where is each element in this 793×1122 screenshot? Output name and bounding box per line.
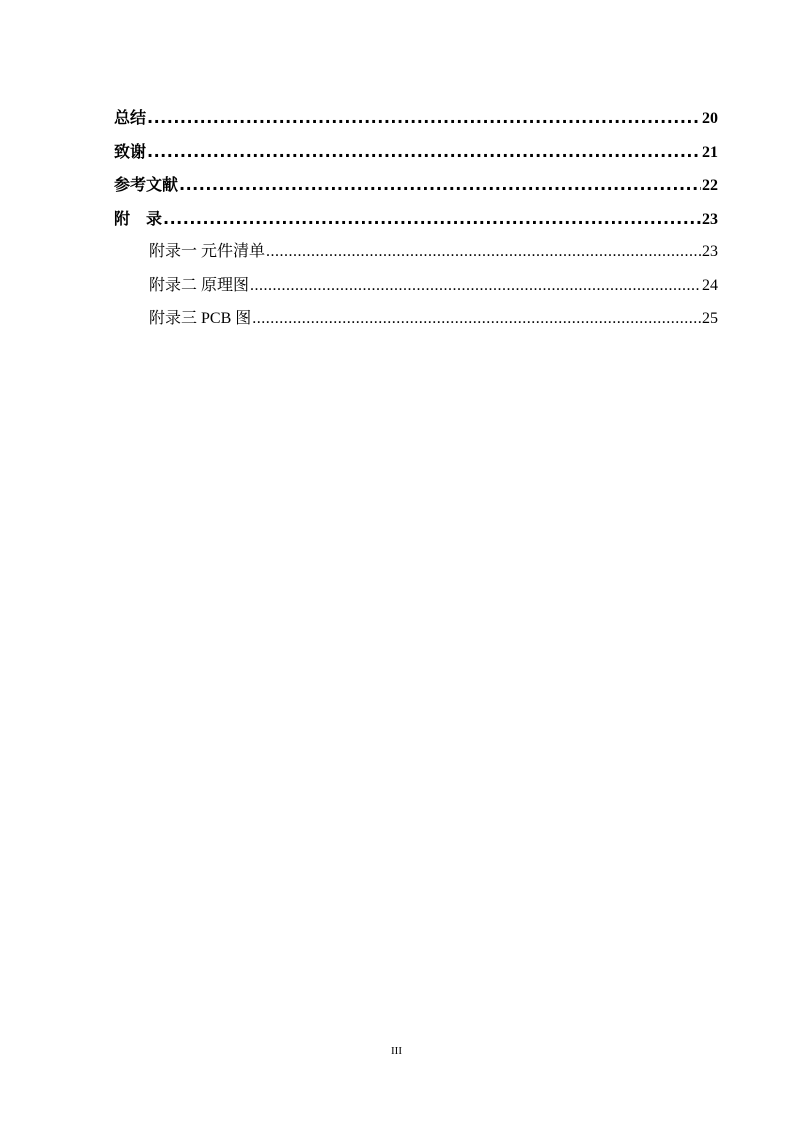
toc-dot-leader (163, 202, 701, 236)
toc-entry-title: 总结 (114, 108, 147, 127)
toc-entry-title: 附 录 (114, 208, 163, 228)
toc-entry-references[interactable] (114, 168, 718, 202)
toc-entry-page: 21 (702, 143, 718, 161)
toc-entry-title: 附录一 元件清单 (149, 243, 266, 260)
page-footer (0, 1045, 793, 1057)
toc-entry-title: 附录二 原理图 (149, 276, 250, 294)
toc-entry-appendix-3[interactable] (114, 302, 718, 336)
toc-entry-summary[interactable] (114, 101, 718, 135)
toc-dot-leader (147, 101, 701, 135)
page-number: III (391, 1045, 402, 1057)
toc-dot-leader (147, 135, 701, 169)
table-of-contents (114, 101, 718, 336)
toc-entry-appendix-2[interactable] (114, 269, 718, 303)
toc-entry-appendix-1[interactable] (114, 235, 718, 269)
toc-entry-title: 参考文献 (114, 175, 179, 194)
toc-entry-page: 22 (702, 177, 718, 194)
toc-entry-appendix[interactable] (114, 202, 718, 236)
toc-dot-leader (179, 168, 701, 202)
toc-entry-page: 25 (702, 310, 718, 327)
toc-entry-page: 23 (702, 243, 718, 260)
toc-entry-page: 24 (702, 276, 718, 294)
toc-dot-leader (252, 302, 701, 336)
toc-entry-title: 附录三 PCB 图 (149, 310, 252, 327)
toc-entry-acknowledgements[interactable] (114, 135, 718, 169)
toc-entry-title: 致谢 (114, 141, 147, 161)
toc-dot-leader (266, 235, 701, 269)
toc-entry-page: 20 (702, 110, 718, 127)
toc-entry-page: 23 (702, 210, 718, 228)
toc-dot-leader (250, 269, 701, 303)
